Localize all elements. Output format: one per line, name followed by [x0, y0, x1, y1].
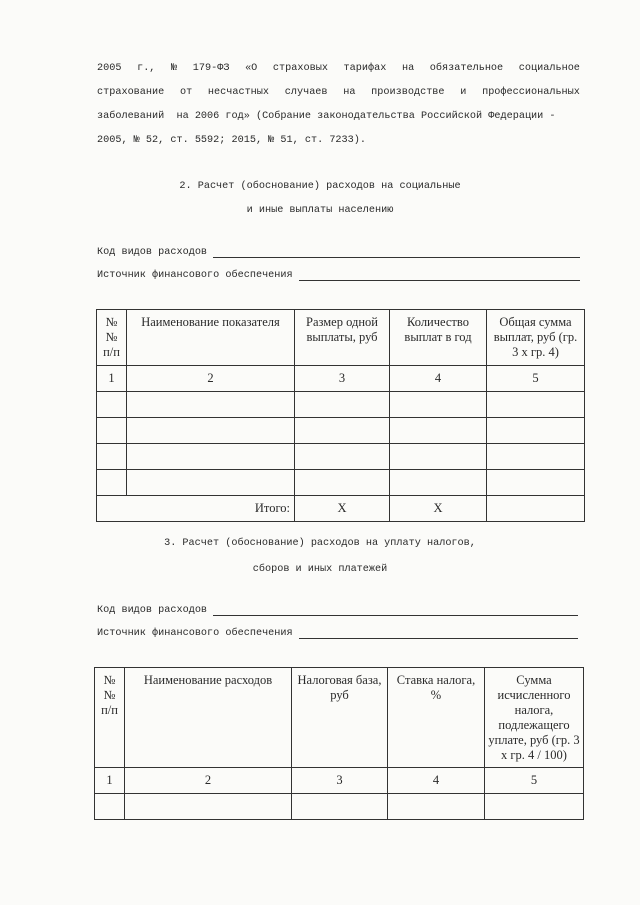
col-header-number: № № п/п — [97, 310, 127, 366]
intro-word: 2005 — [97, 63, 122, 74]
col-header-number: № № п/п — [95, 668, 125, 768]
table-cell[interactable] — [95, 794, 125, 820]
intro-word: несчастных — [207, 87, 270, 98]
column-number: 4 — [388, 768, 485, 794]
intro-word: г., — [137, 63, 156, 74]
table-row[interactable] — [95, 794, 584, 820]
intro-line-4: 2005, № 52, ст. 5592; 2015, № 51, ст. 7233). — [97, 135, 366, 146]
table-cell[interactable] — [127, 418, 295, 444]
col-header-tax-amount: Сумма исчисленного налога, подлежащего уплате, руб (гр. 3 x гр. 4 / 100) — [485, 668, 584, 768]
intro-word: социальное — [518, 63, 580, 74]
intro-word: «О — [245, 63, 258, 74]
intro-word: 179-ФЗ — [192, 63, 230, 74]
intro-word: страховых — [272, 63, 328, 74]
section-2-source-field[interactable] — [97, 270, 580, 281]
col-header-total-sum: Общая сумма выплат, руб (гр. 3 x гр. 4) — [487, 310, 585, 366]
table-cell[interactable] — [295, 418, 390, 444]
intro-line-3: заболеваний на 2006 год» (Собрание законодательства Российской Федерации - — [97, 111, 556, 122]
col-header-payments-count: Количество выплат в год — [390, 310, 487, 366]
table-cell[interactable] — [390, 470, 487, 496]
section-2-code-field[interactable] — [97, 247, 580, 258]
table-cell[interactable] — [127, 444, 295, 470]
code-blank-line[interactable] — [213, 606, 578, 616]
section-3-source-field[interactable] — [97, 628, 578, 639]
intro-word: случаев — [284, 87, 328, 98]
column-number: 1 — [95, 768, 125, 794]
intro-word: профессиональных — [482, 87, 580, 98]
table-cell[interactable] — [295, 444, 390, 470]
intro-word: от — [179, 87, 193, 98]
table-cell[interactable] — [127, 392, 295, 418]
source-label: Источник финансового обеспечения — [97, 270, 293, 281]
code-label: Код видов расходов — [97, 605, 208, 616]
column-number-row — [95, 768, 584, 794]
table-header-row — [97, 310, 585, 366]
col-header-tax-base: Налоговая база, руб — [292, 668, 388, 768]
section-2-title-line-1: 2. Расчет (обоснование) расходов на социальные — [179, 181, 461, 192]
intro-word: обязательное — [429, 63, 504, 74]
code-label: Код видов расходов — [97, 247, 208, 258]
intro-word: на — [401, 63, 415, 74]
column-number: 5 — [485, 768, 584, 794]
table-cell[interactable] — [487, 418, 585, 444]
intro-line-2 — [97, 87, 580, 98]
section-3-title-line-1: 3. Расчет (обоснование) расходов на уплату налогов, — [164, 538, 476, 549]
col-header-indicator-name: Наименование показателя — [127, 310, 295, 366]
total-col-4-mark: X — [390, 496, 487, 522]
section-3-title-line-2: сборов и иных платежей — [252, 564, 388, 575]
table-cell[interactable] — [485, 794, 584, 820]
column-number: 4 — [390, 366, 487, 392]
intro-word: тарифах — [343, 63, 387, 74]
intro-word: и — [460, 87, 467, 98]
table-cell[interactable] — [487, 444, 585, 470]
col-header-tax-rate: Ставка налога, % — [388, 668, 485, 768]
table-row[interactable] — [97, 392, 585, 418]
table-cell[interactable] — [487, 392, 585, 418]
table-cell[interactable] — [125, 794, 292, 820]
column-number: 1 — [97, 366, 127, 392]
table-cell[interactable] — [97, 418, 127, 444]
total-label: Итого: — [97, 496, 295, 522]
table-cell[interactable] — [388, 794, 485, 820]
column-number: 5 — [487, 366, 585, 392]
table-cell[interactable] — [390, 418, 487, 444]
intro-word: производстве — [371, 87, 445, 98]
table-cell[interactable] — [292, 794, 388, 820]
source-blank-line[interactable] — [299, 271, 580, 281]
table-cell[interactable] — [97, 392, 127, 418]
table-cell[interactable] — [295, 470, 390, 496]
table-header-row — [95, 668, 584, 768]
table-cell[interactable] — [390, 444, 487, 470]
intro-line-1 — [97, 63, 580, 74]
table-row[interactable] — [97, 444, 585, 470]
table-cell[interactable] — [97, 470, 127, 496]
col-header-payment-size: Размер одной выплаты, руб — [295, 310, 390, 366]
column-number-row — [97, 366, 585, 392]
section-2-title-line-2: и иные выплаты населению — [246, 205, 394, 216]
column-number: 3 — [292, 768, 388, 794]
table-cell[interactable] — [487, 470, 585, 496]
source-label: Источник финансового обеспечения — [97, 628, 293, 639]
code-blank-line[interactable] — [213, 248, 580, 258]
total-sum-cell[interactable] — [487, 496, 585, 522]
column-number: 2 — [125, 768, 292, 794]
intro-word: № — [171, 63, 178, 74]
table-row[interactable] — [97, 418, 585, 444]
taxes-table — [94, 667, 584, 820]
intro-word: страхование — [97, 87, 165, 98]
col-header-expense-name: Наименование расходов — [125, 668, 292, 768]
table-cell[interactable] — [295, 392, 390, 418]
column-number: 2 — [127, 366, 295, 392]
total-row — [97, 496, 585, 522]
section-3-code-field[interactable] — [97, 605, 578, 616]
intro-word: на — [343, 87, 356, 98]
table-row[interactable] — [97, 470, 585, 496]
social-payments-table — [96, 309, 585, 522]
total-col-3-mark: X — [295, 496, 390, 522]
source-blank-line[interactable] — [299, 629, 578, 639]
table-cell[interactable] — [390, 392, 487, 418]
table-cell[interactable] — [127, 470, 295, 496]
column-number: 3 — [295, 366, 390, 392]
table-cell[interactable] — [97, 444, 127, 470]
